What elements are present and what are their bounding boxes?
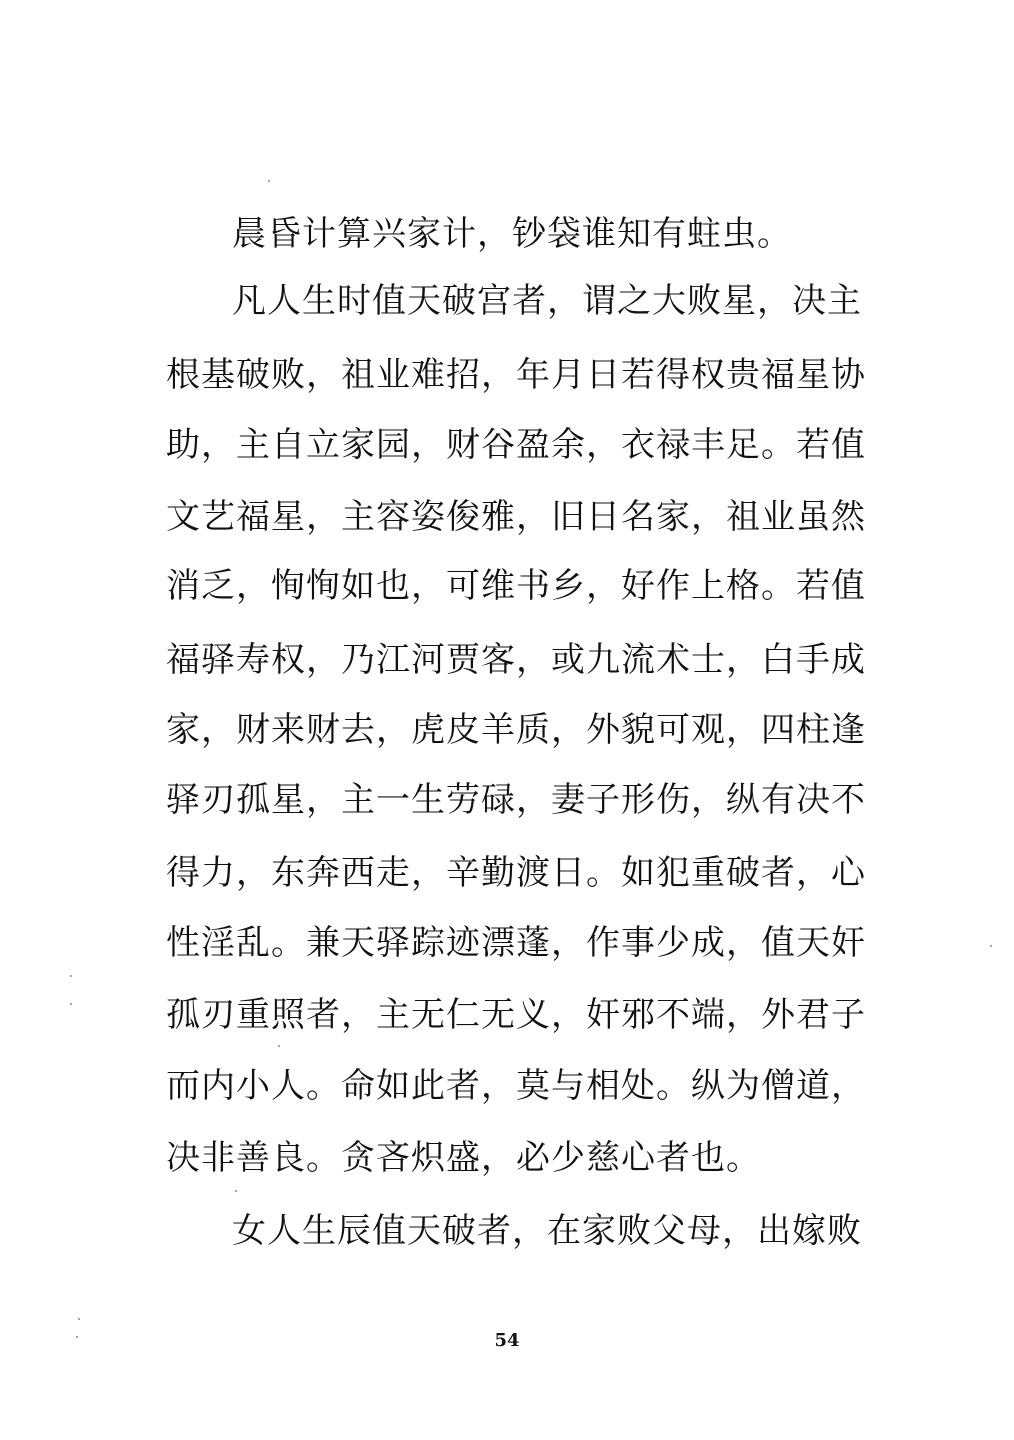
scan-speck	[78, 1318, 80, 1320]
scan-speck	[268, 180, 270, 182]
scan-speck	[70, 1003, 72, 1005]
text-line-1: 晨昏计算兴家计，钞袋谁知有蛀虫。	[232, 214, 792, 254]
text-line-5: 文艺福星，主容姿俊雅，旧日名家，祖业虽然	[166, 497, 866, 537]
text-line-10: 得力，东奔西走，辛勤渡日。如犯重破者，心	[166, 853, 866, 893]
text-line-12: 孤刃重照者，主无仁无义，奸邪不端，外君子	[166, 995, 866, 1035]
text-line-9: 驿刃孤星，主一生劳碌，妻子形伤，纵有决不	[166, 780, 866, 820]
scan-speck	[70, 975, 72, 977]
text-line-6: 消乏，恂恂如也，可维书乡，好作上格。若值	[166, 566, 866, 606]
page-number: 54	[494, 1330, 520, 1351]
text-line-7: 福驿寿权，乃江河贾客，或九流术士，白手成	[166, 640, 866, 680]
text-line-2: 凡人生时值天破宫者，谓之大败星，决主	[232, 281, 862, 321]
scan-speck	[235, 1190, 237, 1192]
text-line-3: 根基破败，祖业难招，年月日若得权贵福星协	[166, 355, 866, 395]
scan-speck	[990, 945, 992, 947]
text-line-13: 而内小人。命如此者，莫与相处。纵为僧道，	[166, 1066, 866, 1106]
text-line-4: 助，主自立家园，财谷盈余，衣禄丰足。若值	[166, 425, 866, 465]
text-line-8: 家，财来财去，虎皮羊质，外貌可观，四柱逢	[166, 710, 866, 750]
scan-speck	[76, 1336, 78, 1338]
text-line-15: 女人生辰值天破者，在家败父母，出嫁败	[232, 1211, 862, 1251]
text-line-11: 性淫乱。兼天驿踪迹漂蓬，作事少成，值天奸	[166, 923, 866, 963]
text-line-14: 决非善良。贪吝炽盛，必少慈心者也。	[166, 1138, 761, 1178]
scan-speck	[278, 1045, 280, 1047]
